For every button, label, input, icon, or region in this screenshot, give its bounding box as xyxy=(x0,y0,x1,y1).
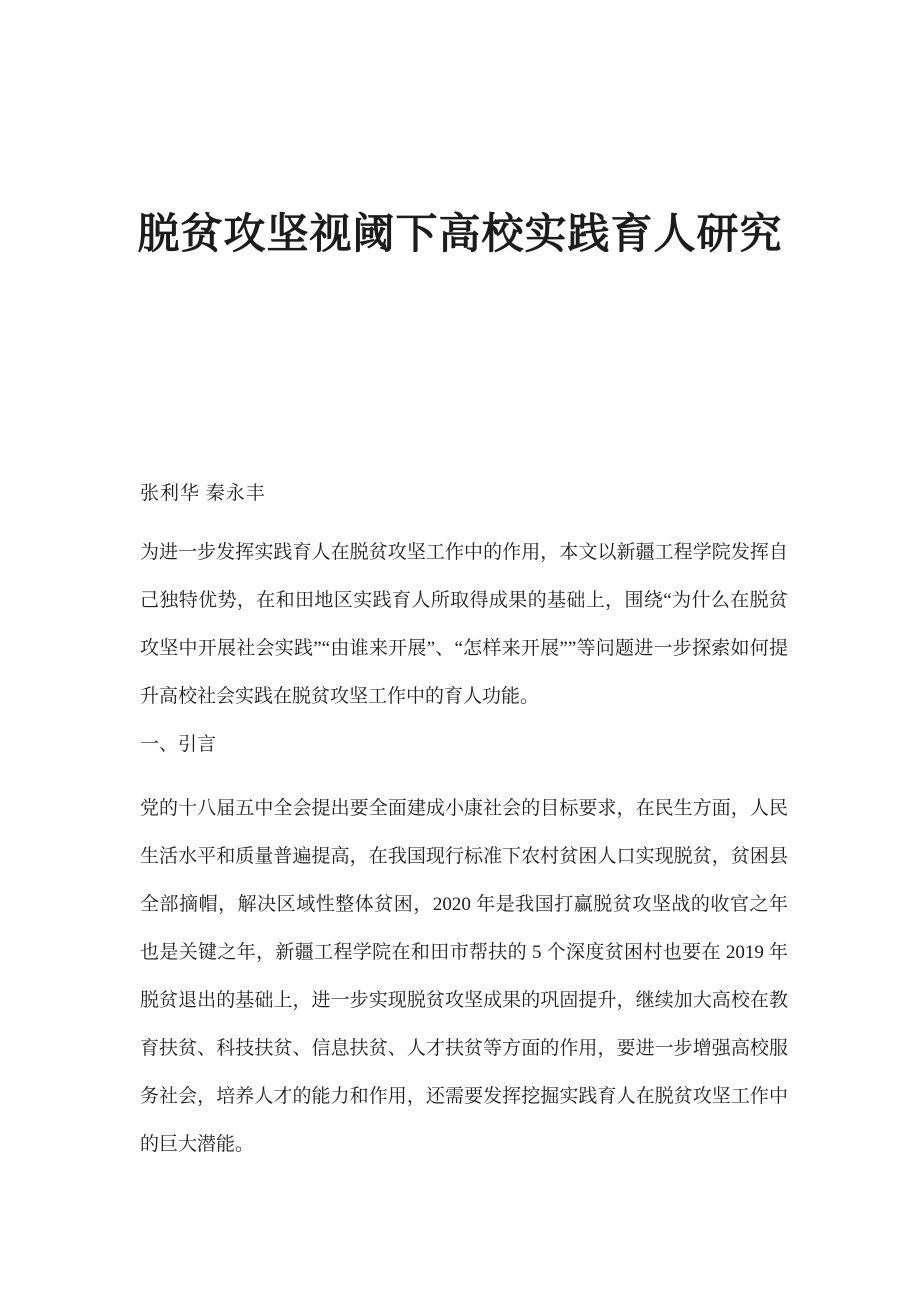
section-heading: 一、引言 xyxy=(140,734,217,756)
author-line: 张利华 秦永丰 xyxy=(140,483,266,505)
document-title: 脱贫攻坚视阈下高校实践育人研究 xyxy=(137,212,783,258)
document-body xyxy=(140,529,788,1169)
abstract-paragraph: 为进一步发挥实践育人在脱贫攻坚工作中的作用，本文以新疆工程学院发挥自己独特优势，在和田地区实践育人所取得成果的基础上，围绕“为什么在脱贫攻坚中开展社会实践”“由谁来开展”、“怎样来开展””等问题进一步探索如何提升高校社会实践在脱贫攻坚工作中的育人功能。 xyxy=(140,542,788,708)
introduction-paragraph: 党的十八届五中全会提出要全面建成小康社会的目标要求，在民生方面，人民生活水平和质量普遍提高，在我国现行标准下农村贫困人口实现脱贫，贫困县全部摘帽，解决区域性整体贫困，2020 年是我国打赢脱贫攻坚战的收官之年也是关键之年，新疆工程学院在和田市帮扶的 5 个深度贫困村也要在 2019 年脱贫退出的基础上，进一步实现脱贫攻坚成果的巩固提升，继续加大高校在教育扶贫、科技扶贫、信息扶贫、人才扶贫等方面的作用，要进一步增强高校服务社会，培养人才的能力和作用，还需要发挥挖掘实践育人在脱贫攻坚工作中的巨大潜能。 xyxy=(140,798,788,1156)
